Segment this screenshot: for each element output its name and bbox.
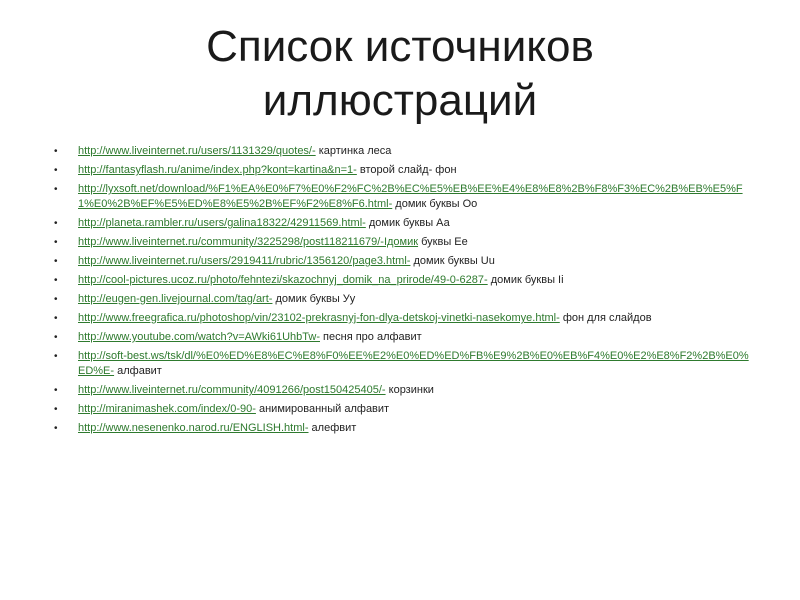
title-line-2: иллюстраций bbox=[262, 76, 538, 125]
list-item bbox=[54, 349, 754, 379]
list-item bbox=[54, 383, 754, 398]
source-description: алефвит bbox=[308, 422, 357, 434]
source-description: буквы Ее bbox=[418, 236, 468, 248]
list-item bbox=[54, 292, 754, 307]
source-link[interactable]: http://www.youtube.com/watch?v=AWki61UhbTw- bbox=[78, 331, 320, 343]
title-line-1: Список источников bbox=[206, 22, 594, 71]
source-link[interactable]: http://soft-best.ws/tsk/dl/%E0%ED%E8%EC%E8%F0%EE%E2%E0%ED%ED%FB%E9%2B%E0%EB%F4%E0%E2%E8%F2%2B%E0%ED%E- bbox=[78, 350, 749, 377]
bullet-icon: • bbox=[54, 275, 58, 286]
list-item bbox=[54, 163, 754, 178]
source-link[interactable]: http://www.freegrafica.ru/photoshop/vin/23102-prekrasnyj-fon-dlya-detskoj-vinetki-nasekomye.html- bbox=[78, 312, 560, 324]
bullet-icon: • bbox=[54, 332, 58, 343]
bullet-icon: • bbox=[54, 184, 58, 195]
list-item bbox=[54, 273, 754, 288]
source-description: второй слайд- фон bbox=[356, 164, 457, 176]
source-description: песня про алфавит bbox=[320, 331, 422, 343]
source-link[interactable]: http://eugen-gen.livejournal.com/tag/art- bbox=[78, 293, 273, 305]
list-item bbox=[54, 235, 754, 250]
source-link[interactable]: http://www.liveinternet.ru/community/3225298/post118211679/-Iдомик bbox=[78, 236, 419, 248]
list-item bbox=[54, 330, 754, 345]
source-link[interactable]: http://www.nesenenko.narod.ru/ENGLISH.html- bbox=[78, 422, 309, 434]
bullet-icon: • bbox=[54, 351, 58, 362]
bullet-icon: • bbox=[54, 146, 58, 157]
list-item bbox=[54, 182, 754, 212]
source-link[interactable]: http://miranimashek.com/index/0-90- bbox=[78, 403, 256, 415]
source-description: картинка леса bbox=[315, 145, 392, 157]
source-description: фон для слайдов bbox=[559, 312, 652, 324]
bullet-icon: • bbox=[54, 165, 58, 176]
list-item bbox=[54, 216, 754, 231]
list-item bbox=[54, 144, 754, 159]
source-description: домик буквы Ii bbox=[487, 274, 564, 286]
source-link[interactable]: http://lyxsoft.net/download/%F1%EA%E0%F7%E0%F2%FC%2B%EC%E5%EB%EE%E4%E8%E8%2B%F8%F3%EC%2B%EB%E5%F1%E0%2B%EF%E5%ED%E8%E5%2B%EF%F2%E8%F6.html- bbox=[78, 183, 743, 210]
sources-list bbox=[54, 144, 754, 440]
source-description: алфавит bbox=[114, 365, 162, 377]
source-link[interactable]: http://www.liveinternet.ru/users/2919411/rubric/1356120/page3.html- bbox=[78, 255, 411, 267]
list-item bbox=[54, 421, 754, 436]
bullet-icon: • bbox=[54, 385, 58, 396]
list-item bbox=[54, 402, 754, 417]
source-description: домик буквы Аа bbox=[365, 217, 450, 229]
source-link[interactable]: http://www.liveinternet.ru/users/1131329/quotes/- bbox=[78, 145, 316, 157]
list-item bbox=[54, 311, 754, 326]
source-link[interactable]: http://fantasyflash.ru/anime/index.php?kont=kartina&n=1- bbox=[78, 164, 357, 176]
source-description: корзинки bbox=[385, 384, 434, 396]
bullet-icon: • bbox=[54, 256, 58, 267]
bullet-icon: • bbox=[54, 237, 58, 248]
source-description: домик буквы Уу bbox=[272, 293, 356, 305]
source-description: домик буквы Uu bbox=[410, 255, 495, 267]
source-description: анимированный алфавит bbox=[255, 403, 390, 415]
slide-title bbox=[0, 20, 800, 128]
bullet-icon: • bbox=[54, 218, 58, 229]
list-item bbox=[54, 254, 754, 269]
bullet-icon: • bbox=[54, 423, 58, 434]
bullet-icon: • bbox=[54, 404, 58, 415]
bullet-icon: • bbox=[54, 294, 58, 305]
source-link[interactable]: http://cool-pictures.ucoz.ru/photo/fehntezi/skazochnyj_domik_na_prirode/49-0-6287- bbox=[78, 274, 488, 286]
source-link[interactable]: http://planeta.rambler.ru/users/galina18322/42911569.html- bbox=[78, 217, 366, 229]
source-description: домик буквы Оо bbox=[392, 198, 478, 210]
bullet-icon: • bbox=[54, 313, 58, 324]
source-link[interactable]: http://www.liveinternet.ru/community/4091266/post150425405/- bbox=[78, 384, 386, 396]
